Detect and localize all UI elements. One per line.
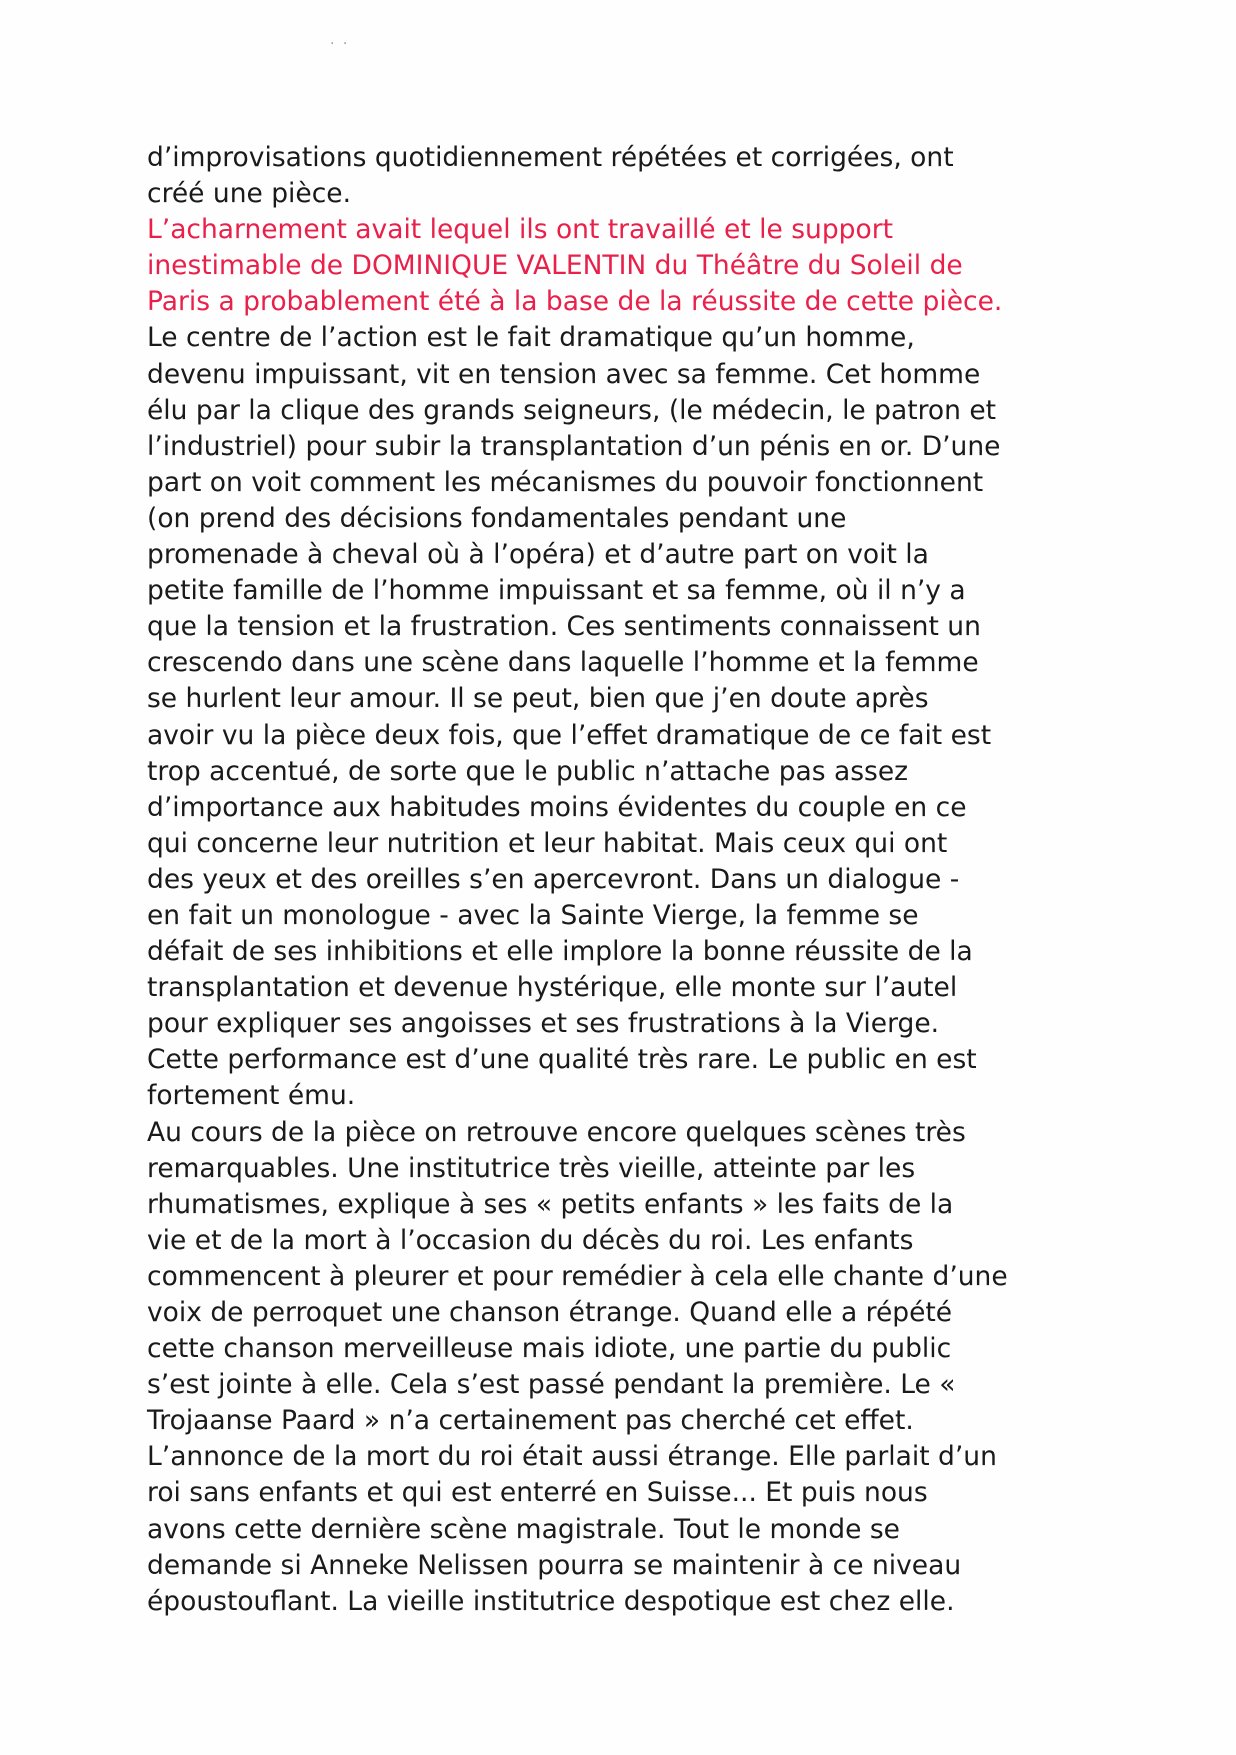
text-line: qui concerne leur nutrition et leur habitat. Mais ceux qui ont: [147, 827, 948, 859]
text-line: transplantation et devenue hystérique, elle monte sur l’autel: [147, 972, 958, 1004]
text-line: d’importance aux habitudes moins évidentes du couple en ce: [147, 791, 967, 823]
text-line: demande si Anneke Nelissen pourra se maintenir à ce niveau: [147, 1549, 962, 1581]
highlighted-text-line: L’acharnement avait lequel ils ont travaillé et le support: [147, 214, 893, 246]
text-line: Trojaanse Paard » n’a certainement pas cherché cet effet.: [147, 1405, 914, 1437]
scan-mark: · ·: [330, 36, 350, 52]
text-line: créé une pièce.: [147, 178, 352, 210]
text-line: en fait un monologue - avec la Sainte Vierge, la femme se: [147, 899, 919, 931]
text-line: que la tension et la frustration. Ces sentiments connaissent un: [147, 611, 981, 643]
text-line: Au cours de la pièce on retrouve encore quelques scènes très: [147, 1116, 966, 1148]
text-line: promenade à cheval où à l’opéra) et d’autre part on voit la: [147, 539, 929, 571]
text-line: voix de perroquet une chanson étrange. Quand elle a répété: [147, 1297, 953, 1328]
text-line: remarquables. Une institutrice très vieille, atteinte par les: [147, 1152, 916, 1184]
text-line: Cette performance est d’une qualité très rare. Le public en est: [147, 1044, 977, 1076]
text-line: L’annonce de la mort du roi était aussi étrange. Elle parlait d’un: [147, 1441, 997, 1473]
text-line: avoir vu la pièce deux fois, que l’effet dramatique de ce fait est: [147, 719, 992, 751]
text-line: commencent à pleurer et pour remédier à cela elle chante d’une: [147, 1260, 1008, 1292]
text-line: fortement ému.: [147, 1080, 356, 1112]
text-line: trop accentué, de sorte que le public n’attache pas assez: [147, 755, 909, 787]
text-line: (on prend des décisions fondamentales pendant une: [147, 502, 847, 534]
text-line: défait de ses inhibitions et elle implore la bonne réussite de la: [147, 936, 973, 968]
text-line: crescendo dans une scène dans laquelle l’homme et la femme: [147, 647, 979, 679]
text-line: devenu impuissant, vit en tension avec sa femme. Cet homme: [147, 358, 981, 390]
highlighted-text-line: Paris a probablement été à la base de la réussite de cette pièce.: [147, 286, 1003, 318]
text-line: vie et de la mort à l’occasion du décès du roi. Les enfants: [147, 1224, 914, 1256]
text-line: avons cette dernière scène magistrale. Tout le monde se: [147, 1513, 900, 1545]
text-line: élu par la clique des grands seigneurs, (le médecin, le patron et: [147, 394, 997, 426]
highlighted-text-line: inestimable de DOMINIQUE VALENTIN du Théâtre du Soleil de: [147, 250, 963, 282]
text-line: rhumatismes, explique à ses « petits enfants » les faits de la: [147, 1188, 954, 1220]
text-line: s’est jointe à elle. Cela s’est passé pendant la première. Le «: [147, 1369, 956, 1401]
body-text: [147, 140, 1107, 1620]
text-line: l’industriel) pour subir la transplantation d’un pénis en or. D’une: [147, 430, 1001, 462]
text-line: des yeux et des oreilles s’en apercevront. Dans un dialogue -: [147, 863, 960, 895]
text-line: d’improvisations quotidiennement répétées et corrigées, ont: [147, 142, 954, 173]
text-line: époustouflant. La vieille institutrice despotique est chez elle.: [147, 1585, 955, 1617]
text-line: se hurlent leur amour. Il se peut, bien que j’en doute après: [147, 683, 929, 715]
text-line: roi sans enfants et qui est enterré en Suisse... Et puis nous: [147, 1477, 928, 1509]
text-line: Le centre de l’action est le fait dramatique qu’un homme,: [147, 322, 915, 354]
text-line: petite famille de l’homme impuissant et sa femme, où il n’y a: [147, 575, 966, 607]
text-line: pour expliquer ses angoisses et ses frustrations à la Vierge.: [147, 1008, 940, 1040]
text-line: part on voit comment les mécanismes du pouvoir fonctionnent: [147, 466, 984, 498]
text-line: cette chanson merveilleuse mais idiote, une partie du public: [147, 1333, 952, 1365]
